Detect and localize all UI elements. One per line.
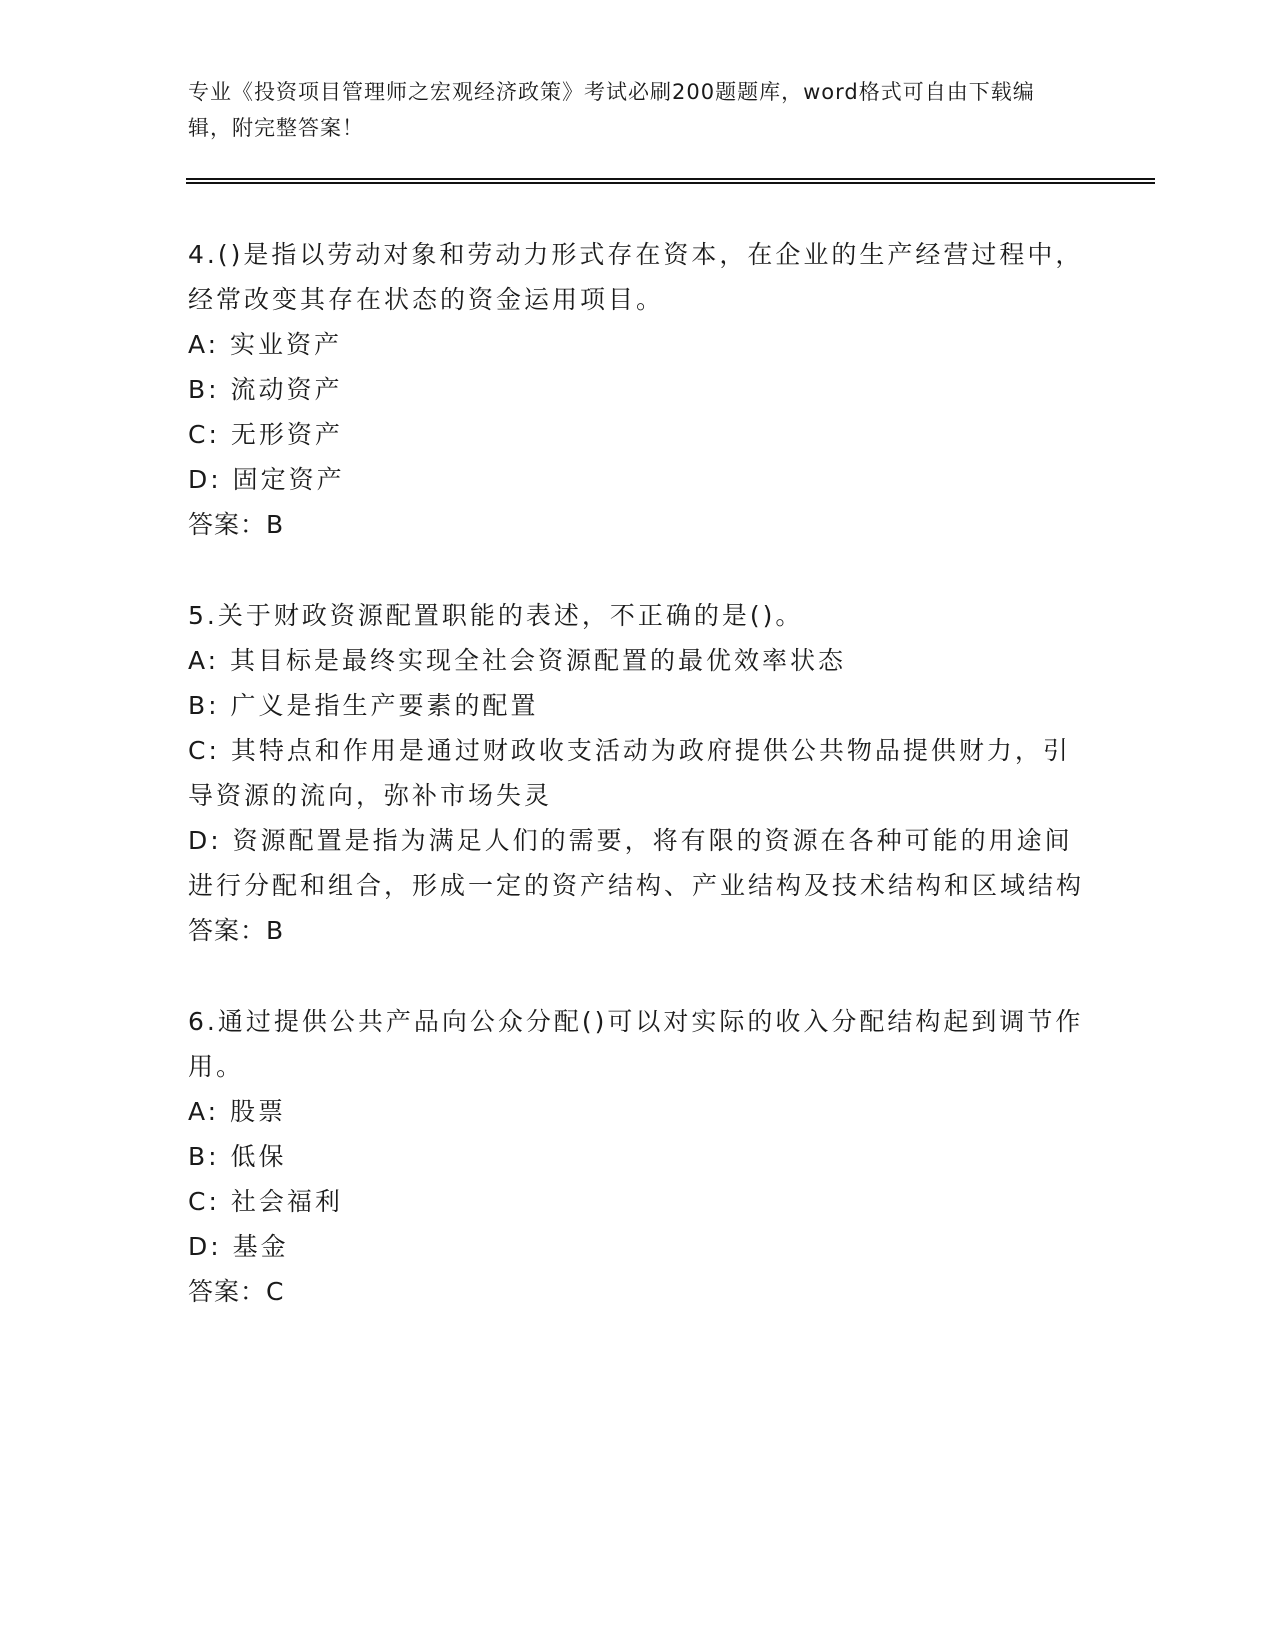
- document-header: 专业《投资项目管理师之宏观经济政策》考试必刷200题题库，word格式可自由下载编辑，附完整答案！: [188, 80, 1035, 140]
- option-b: B: 低保: [188, 1142, 287, 1171]
- option-d: D: 资源配置是指为满足人们的需要，将有限的资源在各种可能的用途间进行分配和组合，形成一定的资产结构、产业结构及技术结构和区域结构: [188, 826, 1085, 900]
- question-stem: 4.()是指以劳动对象和劳动力形式存在资本，在企业的生产经营过程中，经常改变其存在状态的资金运用项目。: [188, 240, 1084, 314]
- question-stem: 5.关于财政资源配置职能的表述，不正确的是()。: [188, 601, 804, 630]
- option-a: A: 股票: [188, 1097, 287, 1126]
- option-c: C: 其特点和作用是通过财政收支活动为政府提供公共物品提供财力，引导资源的流向，弥补市场失灵: [188, 736, 1071, 810]
- question-stem: 6.通过提供公共产品向公众分配()可以对实际的收入分配结构起到调节作用。: [188, 1007, 1084, 1081]
- option-d: D: 固定资产: [188, 465, 345, 494]
- question-5: [188, 593, 1088, 953]
- option-a: A: 其目标是最终实现全社会资源配置的最优效率状态: [188, 646, 847, 675]
- answer: 答案：B: [188, 510, 285, 539]
- answer: 答案：B: [188, 916, 285, 945]
- question-6: [188, 999, 1088, 1314]
- option-c: C: 社会福利: [188, 1187, 343, 1216]
- question-4: [188, 232, 1088, 547]
- option-d: D: 基金: [188, 1232, 289, 1261]
- question-list: [188, 232, 1088, 1360]
- header-divider: [186, 178, 1155, 184]
- option-b: B: 广义是指生产要素的配置: [188, 691, 539, 720]
- answer: 答案：C: [188, 1277, 285, 1306]
- option-a: A: 实业资产: [188, 330, 343, 359]
- option-c: C: 无形资产: [188, 420, 343, 449]
- option-b: B: 流动资产: [188, 375, 343, 404]
